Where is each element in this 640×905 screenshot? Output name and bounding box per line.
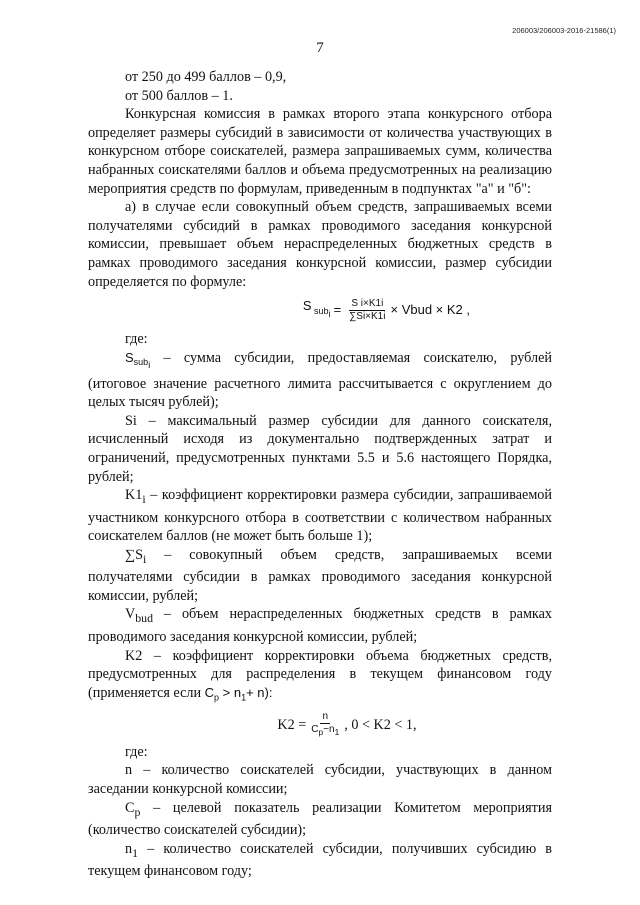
formula-subsidy (88, 292, 552, 328)
symbol-ssub: $S_{sub_i}$ (125, 349, 151, 371)
definition-k2: K2 – коэффициент корректировки объема бюджетных средств, предусмотренных для распределения в текущем финансовом году (применяется если $C_p > n_1+ n$): (88, 647, 552, 703)
formula2-numerator: n (322, 711, 329, 723)
formula-numerator: S i×K1i (351, 297, 384, 309)
definition-ssub: $S_{sub_i}$ – сумма субсидии, предоставляемая соискателю, рублей (итоговое значение расчетного лимита рассчитывается с округлением до целых тысяч рублей); (88, 349, 552, 411)
k2-condition: $C_p > n_1+ n$): (204, 684, 273, 703)
symbol-sum: $\sum S_i$ (125, 546, 147, 566)
paragraph-commission: Конкурсная комиссия в рамках второго этапа конкурсного отбора определяет размеры субсидий в зависимости от количества участвующих в конкурсном отборе соискателей, размера запрашиваемых сумм, количества набранных соискателями баллов и объема предусмотренных на реализацию мероприятия средств по формулам, приведенным в подпунктах "а" и "б": (88, 106, 552, 197)
score-line-1: от 250 до 499 баллов – 0,9, (125, 69, 287, 85)
formula2-fraction (309, 711, 341, 738)
formula-lhs: S $_{sub_i}$ (302, 298, 331, 319)
symbol-n1: $n_1$ (125, 840, 139, 860)
formula-denominator: ∑Si×K1i (349, 310, 386, 322)
formula2-lhs: K2 = (277, 716, 307, 733)
document-id: 206003/206003-2016-21586(1) (512, 26, 616, 35)
formula-k2 (88, 708, 552, 742)
formula-equals: = (333, 301, 342, 317)
definition-n1: $n_1$ – количество соискателей субсидии, получивших субсидию в текущем финансовом году; (88, 840, 552, 880)
definition-cp: $C_p$ – целевой показатель реализации Комитетом мероприятия (количество соискателей субсидии); (88, 799, 552, 839)
where-label-2: где: (125, 743, 148, 760)
paragraph-a: а) в случае если совокупный объем средств, запрашиваемых всеми получателями субсидий в рамках проводимого заседания конкурсной комиссии, превышает объем нераспределенных бюджетных средств в рамках проводимого заседания конкурсной комиссии, размер субсидии определяется по формуле: (88, 199, 552, 290)
definition-vbud: $V_{bud}$ – объем нераспределенных бюджетных средств в рамках проводимого заседания конкурсной комиссии, рублей; (88, 606, 552, 645)
document-body (88, 68, 552, 881)
symbol-cp: $C_p$ (125, 799, 141, 819)
where-label-1: где: (125, 331, 148, 348)
definition-sum: $\sum S_i$ – совокупный объем средств, запрашиваемых всеми получателями субсидии в рамках проводимого заседания конкурсной комиссии, рублей; (88, 546, 552, 604)
score-line-2: от 500 баллов – 1. (125, 87, 233, 104)
formula2-rest: , 0 < K2 < 1, (344, 716, 417, 733)
symbol-k1: $K1_i$ (125, 487, 146, 507)
formula-fraction (347, 298, 387, 323)
formula-rest: × Vbud × K2 , (390, 301, 470, 317)
formula2-denominator: $C_p-n_1$ (311, 724, 340, 738)
symbol-vbud: $V_{bud}$ (125, 606, 153, 626)
page-number: 7 (316, 40, 324, 56)
definition-si: Si – максимальный размер субсидии для данного соискателя, исчисленный исходя из документально подтвержденных затрат и ограничений, предусмотренных пунктами 5.5 и 5.6 настоящего Порядка, рублей; (88, 412, 552, 485)
definition-k1: $K1_i$ – коэффициент корректировки размера субсидии, запрашиваемой участником конкурсного отбора в соответствии с количеством набранных соискателем баллов (не может быть больше 1); (88, 487, 552, 545)
definition-n: n – количество соискателей субсидии, участвующих в данном заседании конкурсной комиссии; (88, 762, 552, 798)
